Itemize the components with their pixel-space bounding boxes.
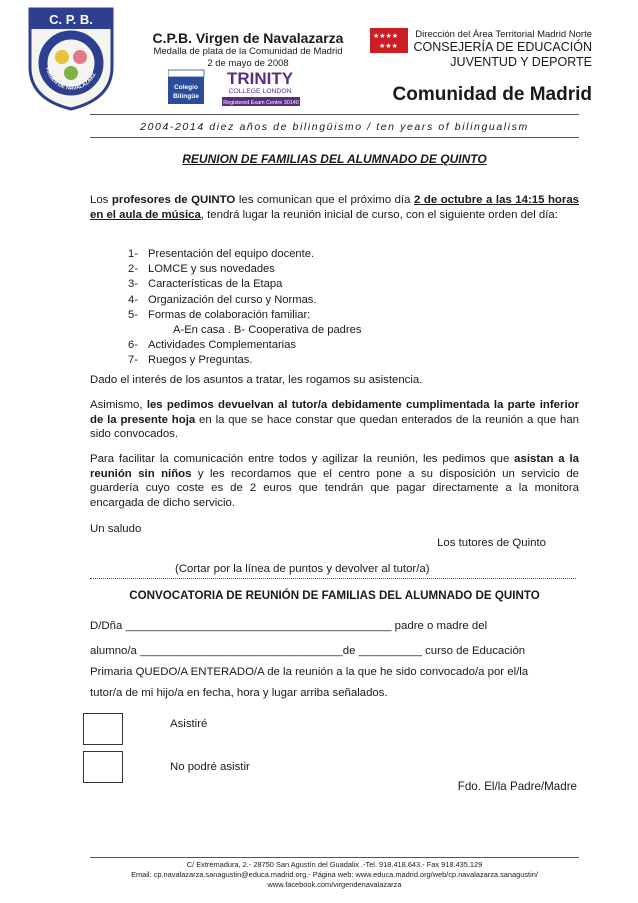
trinity-bilingue: Bilingüe: [173, 93, 199, 100]
footer-address: C/ Extremadura, 2.- 28750 San Agustín del Guadalix .-Tel. 918.418.643.- Fax 918.435.129: [186, 860, 483, 869]
letter-title: REUNION DE FAMILIAS DEL ALUMNADO DE QUINTO: [182, 152, 487, 166]
trinity-colegio: Colegio: [174, 84, 198, 91]
agenda-list: [128, 248, 528, 370]
intro-date-place: 2 de octubre a las 14:15 horas en el aula de música: [90, 194, 579, 221]
intro-text-e: , tendrá lugar la reunión inicial de curso, con el siguiente orden del día:: [200, 208, 558, 221]
cut-instruction: (Cortar por la línea de puntos y devolver al tutor/a): [175, 563, 430, 575]
cut-line: [90, 578, 576, 579]
medal-line: Medalla de plata de la Comunidad de Madrid: [153, 46, 343, 57]
medal-date: 2 de mayo de 2008: [207, 58, 289, 69]
footer-contact: Email: cp.navalazarza.sanagustin@educa.madrid.org.- Página web: www.educa.madrid.org/web/cp.navalazarza.sanagustin/: [131, 870, 538, 879]
form-line-details: tutor/a de mi hijo/a en fecha, hora y lugar arriba señalados.: [90, 687, 388, 699]
tagline-divider: [90, 137, 579, 138]
header-divider: [90, 114, 579, 115]
interest-paragraph: Dado el interés de los asuntos a tratar, les rogamos su asistencia.: [90, 374, 423, 386]
svg-text:★★★★: ★★★★: [373, 32, 399, 40]
agenda-item: 5- Formas de colaboración familiar:: [128, 308, 311, 321]
form-line-name[interactable]: D/Dña __________________________________________ padre o madre del: [90, 620, 488, 632]
footer-divider: [90, 857, 579, 858]
footer-facebook: www.facebook.com/virgendenavalazarza: [267, 880, 402, 889]
agenda-item: 3- Características de la Etapa: [128, 278, 283, 291]
trinity-centre: Registered Exam Centre 30140: [223, 100, 299, 106]
attend-checkbox[interactable]: [83, 713, 123, 745]
bilingual-tagline: 2004-2014 diez años de bilingüismo / ten years of bilingualism: [140, 121, 529, 133]
consejeria-line-1: CONSEJERÍA DE EDUCACIÓN: [413, 40, 592, 54]
agenda-item: 6- Actividades Complementarias: [128, 339, 296, 352]
medal-note: [118, 46, 378, 70]
school-name: C.P.B. Virgen de Navalazarza: [152, 30, 344, 46]
consejeria: [380, 40, 592, 70]
attend-label: Asistiré: [170, 718, 208, 730]
childcare-paragraph: Para facilitar la comunicación entre todos y agilizar la reunión, les pedimos que asistan a la reunión sin niños y les recordamos que el centro pone a su disposición un servicio de guardería cuyo coste es de 2 euros que tendrán que pagar directamente a la monitora encargada de dicho servicio.: [90, 453, 579, 509]
not-attend-checkbox[interactable]: [83, 751, 123, 783]
svg-text:★★★: ★★★: [379, 42, 398, 50]
community-name: Comunidad de Madrid: [392, 84, 592, 105]
parent-signature-label: Fdo. El/la Padre/Madre: [457, 780, 577, 793]
direction-area: Dirección del Área Territorial Madrid Norte: [415, 29, 592, 40]
intro-text-a: Los: [90, 194, 112, 206]
school-logo: [26, 7, 116, 111]
intro-teachers: profesores de QUINTO: [111, 194, 236, 206]
agenda-item: 7- Ruegos y Preguntas.: [128, 354, 253, 367]
form-title: CONVOCATORIA DE REUNIÓN DE FAMILIAS DEL ALUMNADO DE QUINTO: [129, 589, 540, 602]
form-line-student[interactable]: alumno/a ________________________________de __________ curso de Educación: [90, 645, 526, 657]
trinity-name: TRINITY: [226, 69, 294, 88]
trinity-college: COLLEGE LONDON: [228, 88, 292, 95]
agenda-item: 2- LOMCE y sus novedades: [128, 263, 275, 276]
farewell: Un saludo: [90, 523, 142, 535]
agenda-item: 4- Organización del curso y Normas.: [128, 293, 317, 306]
trinity-logo: [168, 68, 313, 108]
agenda-subitem: A-En casa . B- Cooperativa de padres: [173, 323, 362, 336]
school-logo-label: C. P. B.: [49, 12, 93, 27]
letter-signer: Los tutores de Quinto: [437, 537, 546, 549]
not-attend-label: No podré asistir: [170, 761, 250, 773]
intro-paragraph: [90, 193, 579, 222]
form-line-acknowledge: Primaria QUEDO/A ENTERADO/A de la reunión a la que he sido convocado/a por el/la: [90, 666, 529, 678]
consejeria-line-2: JUVENTUD Y DEPORTE: [450, 55, 592, 69]
agenda-item: 1- Presentación del equipo docente.: [128, 248, 315, 260]
school-logo-ring-text: VIRGEN DE NAVALAZARZ: [43, 66, 98, 92]
intro-text-c: les comunican que el próximo día: [235, 194, 414, 206]
return-form-paragraph: Asimismo, les pedimos devuelvan al tutor/a debidamente cumplimentada la parte inferior de la presente hoja en la que se hace constar que quedan enterados de la reunión a que han sido convocados.: [90, 399, 579, 441]
